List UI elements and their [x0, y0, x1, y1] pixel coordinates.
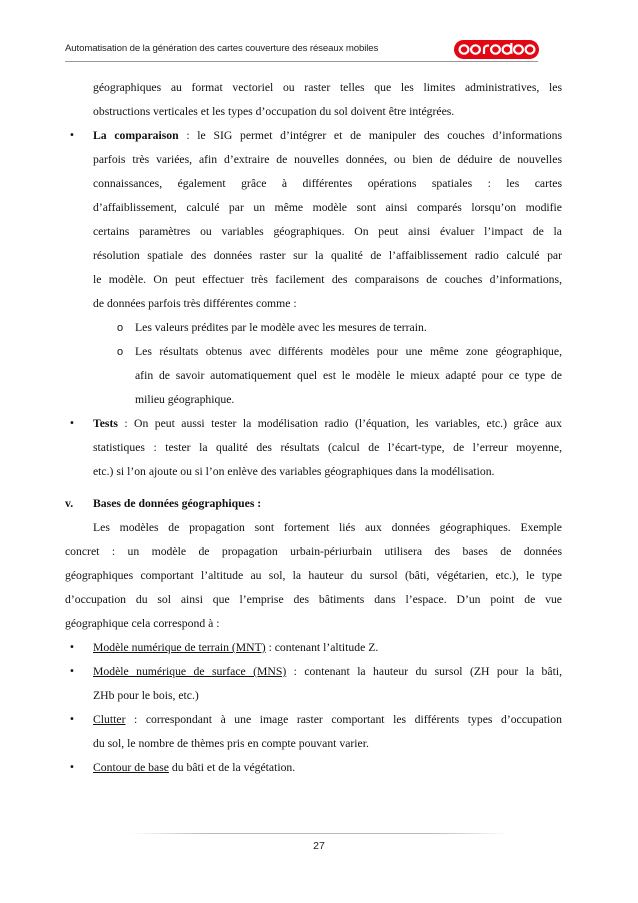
- bullet-icon: •: [69, 714, 75, 725]
- text-line: connaissances, également grâce à différentes opérations spatiales : les cartes: [93, 177, 562, 190]
- text-line: d’affaiblissement, calculé par un même modèle sont ainsi comparés lorsqu’on modifie: [93, 201, 562, 214]
- sub-list-item: Les résultats obtenus avec différents modèles pour une même zone géographique,: [135, 345, 562, 358]
- list-item-clutter: [93, 712, 562, 728]
- section-number-text: v.: [65, 497, 74, 510]
- list-item-mnt: [93, 640, 378, 656]
- list-item-contour: [93, 760, 295, 776]
- page-header: [65, 40, 539, 60]
- text-line: du sol, le nombre de thèmes pris en compte pouvant varier.: [93, 737, 369, 750]
- text-segment: : le SIG permet d’intégrer et de manipuler des couches d’informations: [178, 129, 563, 142]
- text-segment: : On peut aussi tester la modélisation radio (l’équation, les variables, etc.) grâce aux: [117, 417, 562, 430]
- paragraph-line: Les modèles de propagation sont fortement liés aux données géographiques. Exemple: [93, 521, 562, 534]
- text-line: certains paramètres ou variables géographiques. On peut ainsi évaluer l’impact de la: [93, 225, 562, 238]
- sub-bullet-icon: o: [117, 346, 124, 358]
- text-segment: : contenant l’altitude Z.: [265, 641, 379, 654]
- text-line: le modèle. On peut effectuer très facilement des comparaisons de couches d’informations,: [93, 273, 562, 286]
- sub-list-item: Les valeurs prédites par le modèle avec les mesures de terrain.: [135, 321, 427, 334]
- bullet-icon: •: [69, 130, 75, 141]
- text-line: géographiques au format vectoriel ou raster telles que les limites administratives, les: [93, 81, 562, 94]
- term-contour: Contour de base: [93, 761, 169, 774]
- text-line: milieu géographique.: [135, 393, 235, 406]
- ooredoo-logo: [454, 40, 539, 59]
- bullet-icon: •: [69, 666, 75, 677]
- paragraph-line: d’occupation du sol ainsi que l’emprise des bâtiments dans l’espace. D’un point de vue: [65, 593, 562, 606]
- paragraph-line: géographiques comportant l’altitude au sol, la hauteur du sursol (bâti, végétarien, etc.), le type: [65, 569, 562, 582]
- text-line: parfois très variées, afin d’extraire de nouvelles données, ou bien de déduire de nouvelles: [93, 153, 562, 166]
- bullet-icon: •: [69, 418, 75, 429]
- text-segment: du bâti et de la végétation.: [168, 761, 296, 774]
- text-line: statistiques : tester la qualité des résultats (calcul de l’écart-type, de l’erreur moyenne,: [93, 441, 562, 454]
- header-title: Automatisation de la génération des cartes couverture des réseaux mobiles: [65, 43, 379, 54]
- page-number: 27: [313, 840, 325, 852]
- list-item-mns: [93, 664, 562, 680]
- footer-divider: [129, 833, 509, 834]
- list-item-tests: [93, 416, 562, 432]
- bullet-icon: •: [69, 762, 75, 773]
- sub-bullet-icon: o: [117, 322, 124, 334]
- text-line: de données parfois très différentes comme :: [93, 297, 297, 310]
- list-item-comparaison: [93, 128, 562, 144]
- term-comparaison: La comparaison: [93, 129, 179, 142]
- bullet-icon: •: [69, 642, 75, 653]
- text-line: obstructions verticales et les types d’occupation du sol doivent être intégrées.: [93, 105, 455, 118]
- term-clutter: Clutter: [93, 713, 126, 726]
- section-title-text: Bases de données géographiques :: [93, 497, 262, 510]
- term-mns: Modèle numérique de surface (MNS): [93, 665, 287, 678]
- text-line: résolution spatiale des données raster sur la qualité de l’affaiblissement radio calculé par: [93, 249, 562, 262]
- text-line: etc.) si l’on ajoute ou si l’on enlève des variables géographiques dans la modélisation.: [93, 465, 495, 478]
- section-title: [93, 496, 261, 512]
- text-line: ZHb pour le bois, etc.): [93, 689, 199, 702]
- text-segment: : correspondant à une image raster comportant les différents types d’occupation: [125, 713, 562, 726]
- text-line: afin de savoir automatiquement quel est le modèle le mieux adapté pour ce type de: [135, 369, 562, 382]
- term-mnt: Modèle numérique de terrain (MNT): [93, 641, 266, 654]
- term-tests: Tests: [93, 417, 118, 430]
- header-divider: [65, 61, 538, 62]
- paragraph-line: géographique cela correspond à :: [65, 617, 220, 630]
- paragraph-line: concret : un modèle de propagation urbain-périurbain utilisera des bases de données: [65, 545, 562, 558]
- section-number: [65, 496, 73, 512]
- text-segment: : contenant la hauteur du sursol (ZH pour la bâti,: [286, 665, 562, 678]
